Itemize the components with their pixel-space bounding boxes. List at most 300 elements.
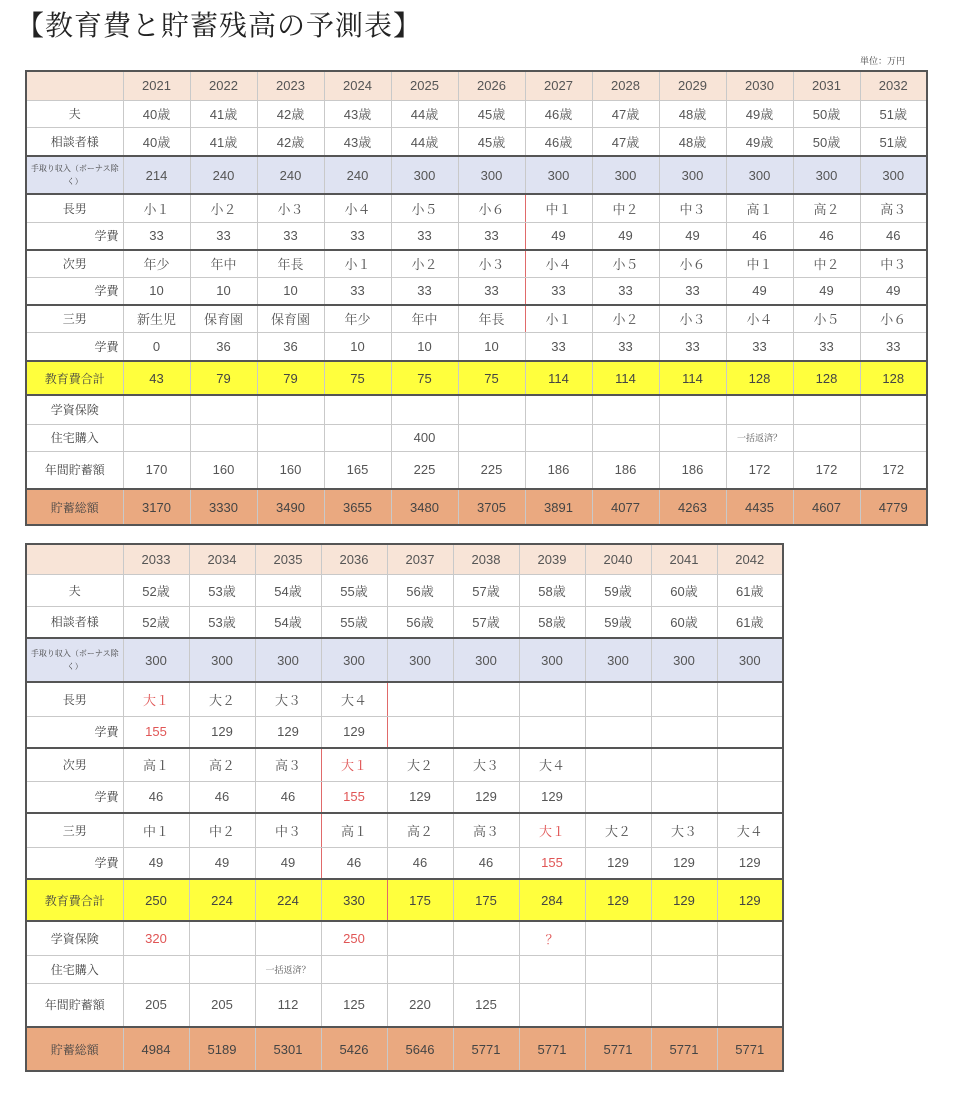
table-cell: 49 [659,222,726,250]
table-cell: 300 [321,638,387,682]
row-label: 教育費合計 [26,879,123,921]
table-cell: 300 [659,156,726,194]
table-cell: 186 [659,451,726,489]
table-cell: 高１ [123,748,189,781]
table-cell: 33 [190,222,257,250]
table-row [26,156,927,194]
table-cell: 300 [651,638,717,682]
table-cell: 205 [123,983,189,1027]
row-label: 夫 [26,100,123,127]
row-label: 学費 [26,847,123,879]
table-cell: 5771 [717,1027,783,1071]
table-cell: 129 [321,716,387,748]
table-cell: 49 [255,847,321,879]
table-cell [651,781,717,813]
table-cell: 172 [793,451,860,489]
row-label: 手取り収入（ボーナス除く） [26,156,123,194]
table-cell: 112 [255,983,321,1027]
table-cell: 79 [190,361,257,395]
table-cell: 5301 [255,1027,321,1071]
table-cell [189,955,255,983]
table-cell: 小２ [391,250,458,277]
table-cell: 36 [257,332,324,361]
row-label: 次男 [26,748,123,781]
table-cell: 高３ [860,194,927,222]
table-cell: 224 [255,879,321,921]
table-row [26,748,783,781]
table-cell: 225 [458,451,525,489]
table-cell: 47歳 [592,100,659,127]
table-cell: 3655 [324,489,391,525]
table-cell: 53歳 [189,574,255,606]
table-cell: 中１ [525,194,592,222]
table-cell: 49 [525,222,592,250]
table-cell: 129 [255,716,321,748]
table-cell: 300 [255,638,321,682]
table-cell: 大２ [189,682,255,716]
table-cell [324,424,391,451]
table-cell [387,716,453,748]
table-row [26,395,927,424]
table-cell: 33 [592,277,659,305]
table-cell: 129 [651,879,717,921]
table-cell [519,716,585,748]
table-row [26,638,783,682]
table-cell: 小４ [726,305,793,332]
table-cell: 205 [189,983,255,1027]
table-cell [190,395,257,424]
table-cell: 400 [391,424,458,451]
row-label: 三男 [26,305,123,332]
table-cell: 225 [391,451,458,489]
table-row [26,361,927,395]
table-cell: 中３ [659,194,726,222]
table-cell [123,955,189,983]
row-label: 学資保険 [26,395,123,424]
table-cell [257,395,324,424]
table-cell: 56歳 [387,606,453,638]
table-cell: 320 [123,921,189,955]
table-cell [651,983,717,1027]
table-cell: 中２ [793,250,860,277]
table-cell: 240 [257,156,324,194]
table-row [26,955,783,983]
table-cell: 小５ [592,250,659,277]
table-cell: 一括返済？ [726,424,793,451]
row-label: 相談者様 [26,127,123,156]
page-title: 【教育費と貯蓄残高の予測表】 [16,9,423,42]
table-cell: 43歳 [324,127,391,156]
table-cell: 大１ [519,813,585,847]
table-cell [585,955,651,983]
table-cell: 250 [321,921,387,955]
table-cell: 保育園 [257,305,324,332]
table-cell: 10 [391,332,458,361]
table-cell: 300 [453,638,519,682]
table-cell: 129 [453,781,519,813]
table-cell: 125 [453,983,519,1027]
year-header-cell: 2023 [257,71,324,100]
table-cell: 10 [257,277,324,305]
header-corner-cell [26,71,123,100]
table-cell: 44歳 [391,127,458,156]
table-cell: 57歳 [453,574,519,606]
row-label: 次男 [26,250,123,277]
table-cell: 高１ [726,194,793,222]
table-cell: 40歳 [123,100,190,127]
year-header-cell: 2036 [321,544,387,574]
table-cell: 61歳 [717,574,783,606]
table-row [26,847,783,879]
table-cell: 小３ [458,250,525,277]
table-cell: 5771 [585,1027,651,1071]
table-cell: 10 [324,332,391,361]
table-cell [860,424,927,451]
table-row [26,424,927,451]
table-cell: 300 [519,638,585,682]
table-cell: ？ [519,921,585,955]
table-row [26,100,927,127]
table-cell: 129 [519,781,585,813]
year-header-cell: 2042 [717,544,783,574]
table-cell: 49 [726,277,793,305]
table-cell: 175 [453,879,519,921]
table-cell: 中３ [860,250,927,277]
year-header-cell: 2039 [519,544,585,574]
table-row [26,1027,783,1071]
table-cell: 58歳 [519,574,585,606]
table-cell: 300 [387,638,453,682]
table-cell: 4779 [860,489,927,525]
table-cell: 小４ [525,250,592,277]
table-cell: 49 [592,222,659,250]
table-cell: 中１ [123,813,189,847]
table-cell: 53歳 [189,606,255,638]
table-cell: 大４ [321,682,387,716]
table-cell: 5189 [189,1027,255,1071]
table-cell [585,682,651,716]
table-cell [190,424,257,451]
table-cell [717,955,783,983]
row-label: 年間貯蓄額 [26,451,123,489]
table-cell: 高３ [453,813,519,847]
table-cell: 49歳 [726,100,793,127]
table-cell [585,716,651,748]
table-cell: 年長 [257,250,324,277]
table-cell [585,983,651,1027]
table-cell: 新生児 [123,305,190,332]
table-cell: 4607 [793,489,860,525]
year-header-cell: 2034 [189,544,255,574]
table-cell: 3705 [458,489,525,525]
table-cell: 42歳 [257,127,324,156]
table-cell [453,921,519,955]
row-label: 貯蓄総額 [26,489,123,525]
table-row [26,716,783,748]
year-header-cell: 2031 [793,71,860,100]
table-cell: 300 [391,156,458,194]
table-cell: 4984 [123,1027,189,1071]
table-cell: 50歳 [793,127,860,156]
table-cell: 42歳 [257,100,324,127]
row-label: 教育費合計 [26,361,123,395]
table-cell: 33 [592,332,659,361]
table-cell: 50歳 [793,100,860,127]
table-cell: 一括返済？ [255,955,321,983]
table-cell: 54歳 [255,606,321,638]
year-header-cell: 2037 [387,544,453,574]
table-cell: 46 [453,847,519,879]
table-cell: 300 [860,156,927,194]
table-cell: 224 [189,879,255,921]
table-cell: 大４ [717,813,783,847]
table-cell [726,395,793,424]
table-cell: 33 [525,277,592,305]
table-cell [651,716,717,748]
table-row [26,813,783,847]
table-cell: 300 [592,156,659,194]
table-cell: 4435 [726,489,793,525]
table-cell [592,395,659,424]
year-header-cell: 2033 [123,544,189,574]
table-row [26,682,783,716]
table-cell: 小６ [860,305,927,332]
year-header-cell: 2040 [585,544,651,574]
forecast-table-2033-2042 [25,543,784,1072]
table-cell: 33 [123,222,190,250]
table-cell: 61歳 [717,606,783,638]
table-cell: 57歳 [453,606,519,638]
table-cell [519,955,585,983]
table-cell [257,424,324,451]
table-cell: 49 [860,277,927,305]
table-cell: 46 [123,781,189,813]
table-cell: 330 [321,879,387,921]
table-cell: 75 [324,361,391,395]
table-cell: 172 [860,451,927,489]
table-row [26,277,927,305]
table-cell [453,955,519,983]
table-cell: 3480 [391,489,458,525]
table-cell: 46 [255,781,321,813]
table-cell: 33 [324,277,391,305]
table-cell [255,921,321,955]
table-cell: 年中 [190,250,257,277]
table-cell: 128 [726,361,793,395]
header-corner-cell [26,544,123,574]
table-cell: 49歳 [726,127,793,156]
table-cell [717,921,783,955]
row-label: 貯蓄総額 [26,1027,123,1071]
table-cell: 114 [592,361,659,395]
table-cell: 5771 [651,1027,717,1071]
table-cell: 160 [190,451,257,489]
table-cell: 46 [387,847,453,879]
table-cell: 114 [525,361,592,395]
table-cell: 45歳 [458,127,525,156]
year-header-cell: 2030 [726,71,793,100]
table-cell: 284 [519,879,585,921]
row-label: 三男 [26,813,123,847]
table-cell: 125 [321,983,387,1027]
row-label: 相談者様 [26,606,123,638]
table-cell: 46歳 [525,127,592,156]
table-cell: 大４ [519,748,585,781]
year-header-row [26,544,783,574]
table-cell: 10 [123,277,190,305]
table-cell [717,716,783,748]
table-cell: 52歳 [123,606,189,638]
table-cell: 300 [189,638,255,682]
table-cell [585,921,651,955]
table-cell: 45歳 [458,100,525,127]
table-cell [717,748,783,781]
table-cell: 年中 [391,305,458,332]
table-row [26,194,927,222]
year-header-cell: 2022 [190,71,257,100]
year-header-cell: 2041 [651,544,717,574]
table-cell: 114 [659,361,726,395]
table-cell: 大２ [585,813,651,847]
table-cell: 128 [793,361,860,395]
year-header-cell: 2025 [391,71,458,100]
table-cell: 46 [321,847,387,879]
table-cell: 300 [585,638,651,682]
table-cell: 小２ [190,194,257,222]
table-cell: 129 [585,847,651,879]
year-header-row [26,71,927,100]
table-cell: 186 [592,451,659,489]
table-cell [651,682,717,716]
table-cell: 中２ [592,194,659,222]
table-cell: 59歳 [585,574,651,606]
table-cell [592,424,659,451]
table-cell: 高１ [321,813,387,847]
table-cell: 33 [860,332,927,361]
table-cell: 51歳 [860,127,927,156]
table-cell: 47歳 [592,127,659,156]
table-cell: 大３ [651,813,717,847]
table-cell: 155 [123,716,189,748]
year-header-cell: 2032 [860,71,927,100]
table-cell: 214 [123,156,190,194]
table-cell: 3170 [123,489,190,525]
table-cell: 129 [717,847,783,879]
table-cell: 46 [793,222,860,250]
table-cell: 43歳 [324,100,391,127]
table-cell: 60歳 [651,574,717,606]
table-cell: 175 [387,879,453,921]
table-cell: 3490 [257,489,324,525]
forecast-table-2021-2032 [25,70,928,526]
table-cell [651,955,717,983]
table-cell: 48歳 [659,127,726,156]
table-cell: 129 [189,716,255,748]
table-cell: 33 [793,332,860,361]
table-cell: 129 [387,781,453,813]
unit-label: 単位：万円 [860,57,906,67]
table-cell: 55歳 [321,606,387,638]
table-cell [123,424,190,451]
table-cell: 155 [519,847,585,879]
table-cell: 小６ [458,194,525,222]
table-cell: 172 [726,451,793,489]
table-row [26,781,783,813]
table-cell [525,424,592,451]
table-cell: 高２ [387,813,453,847]
table-cell: 33 [458,277,525,305]
table-cell: 240 [190,156,257,194]
table-cell: 300 [123,638,189,682]
year-header-cell: 2038 [453,544,519,574]
table-cell [458,395,525,424]
table-cell: 240 [324,156,391,194]
table-cell: 年少 [324,305,391,332]
table-cell [123,395,190,424]
table-cell: 5646 [387,1027,453,1071]
table-row [26,574,783,606]
table-cell: 33 [726,332,793,361]
table-cell: 5426 [321,1027,387,1071]
table-cell: 300 [793,156,860,194]
row-label: 学資保険 [26,921,123,955]
table-cell [793,424,860,451]
table-cell: 49 [123,847,189,879]
table-cell: 33 [391,222,458,250]
table-cell: 54歳 [255,574,321,606]
table-cell [651,748,717,781]
table-cell: 大１ [123,682,189,716]
table-cell: 300 [726,156,793,194]
table-cell [860,395,927,424]
table-cell: 40歳 [123,127,190,156]
table-cell: 小５ [793,305,860,332]
table-row [26,921,783,955]
table-row [26,222,927,250]
table-cell: 大１ [321,748,387,781]
table-row [26,489,927,525]
table-cell: 小６ [659,250,726,277]
table-cell: 33 [659,332,726,361]
table-row [26,305,927,332]
table-row [26,606,783,638]
year-header-cell: 2027 [525,71,592,100]
table-cell: 186 [525,451,592,489]
year-header-cell: 2026 [458,71,525,100]
table-cell: 33 [659,277,726,305]
table-cell: 3330 [190,489,257,525]
row-label: 学費 [26,277,123,305]
table-cell: 59歳 [585,606,651,638]
table-cell [387,921,453,955]
table-row [26,127,927,156]
table-cell: 165 [324,451,391,489]
row-label: 長男 [26,194,123,222]
table-cell: 33 [391,277,458,305]
table-cell: 56歳 [387,574,453,606]
table-cell [453,682,519,716]
table-cell: 4077 [592,489,659,525]
table-cell: 10 [190,277,257,305]
table-cell: 46 [860,222,927,250]
table-cell: 33 [525,332,592,361]
table-cell: 41歳 [190,127,257,156]
year-header-cell: 2021 [123,71,190,100]
table-cell: 33 [458,222,525,250]
table-cell: 10 [458,332,525,361]
table-cell: 300 [717,638,783,682]
table-cell: 小５ [391,194,458,222]
